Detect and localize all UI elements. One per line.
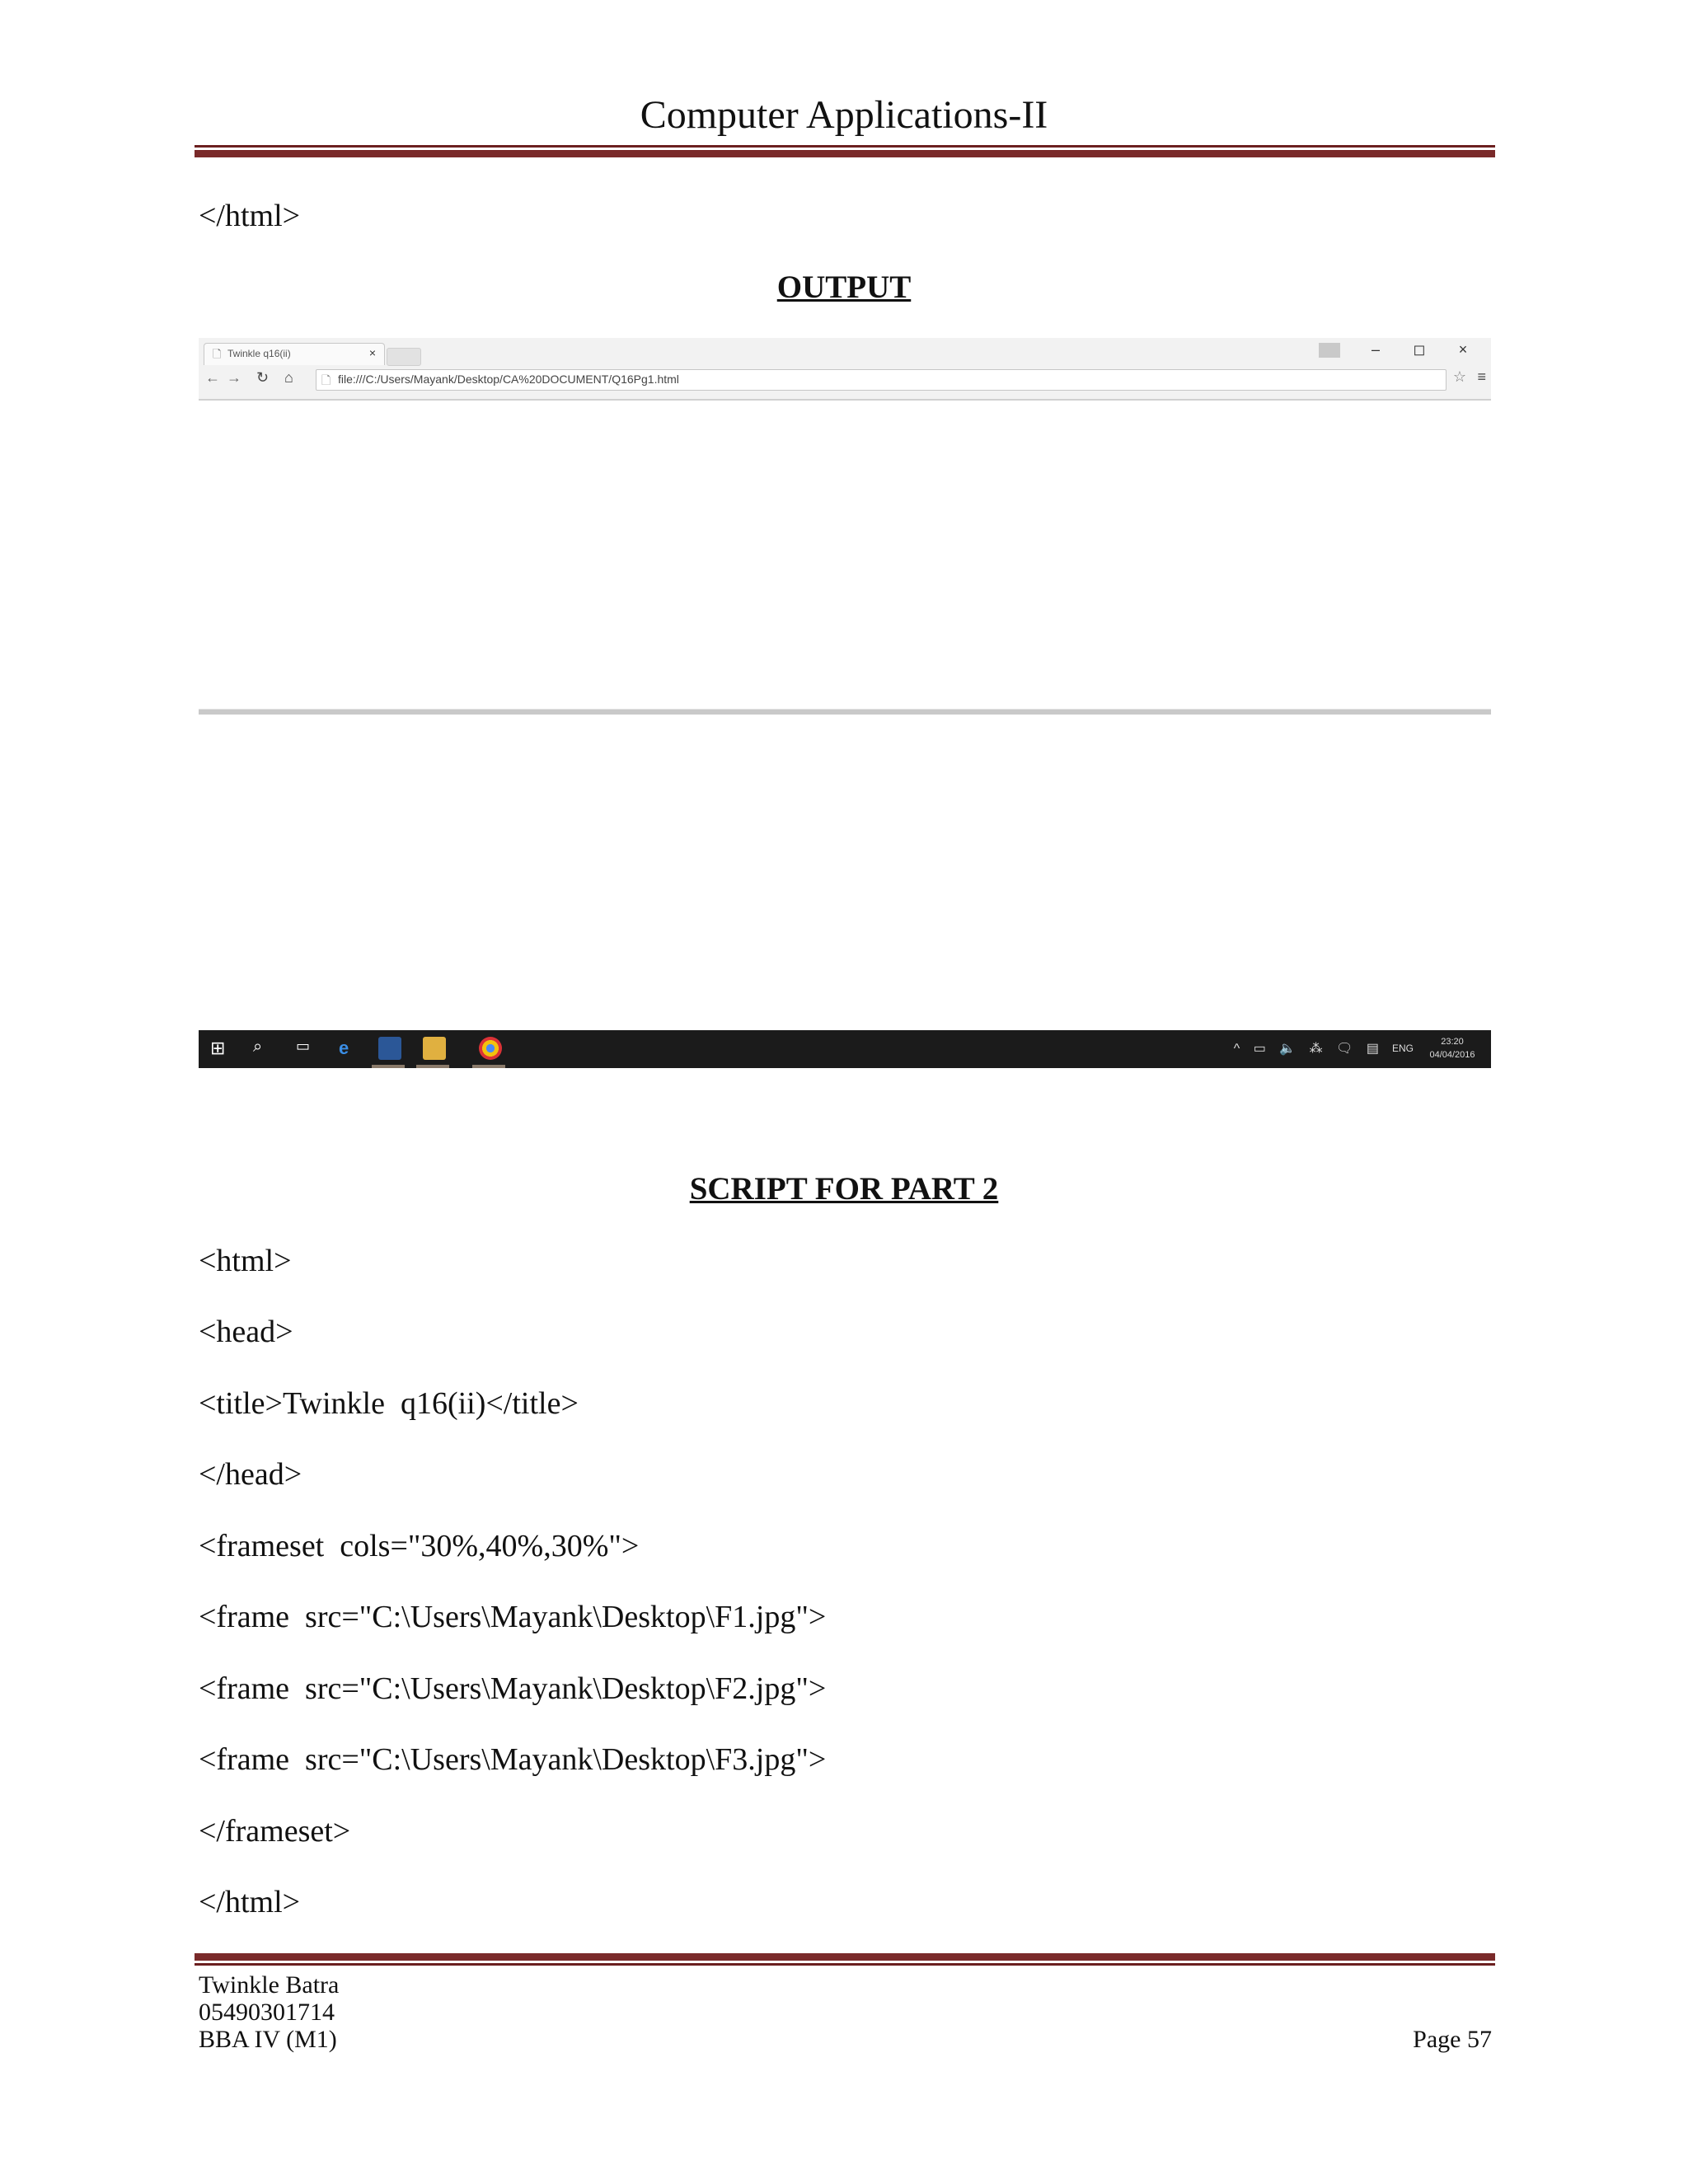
new-tab-button[interactable] bbox=[387, 348, 421, 366]
clock[interactable] bbox=[1423, 1035, 1481, 1062]
tab-close-icon[interactable]: × bbox=[368, 346, 376, 359]
edge-icon[interactable]: e bbox=[339, 1038, 349, 1058]
output-heading: OUTPUT bbox=[776, 269, 912, 305]
chrome-icon[interactable] bbox=[479, 1037, 502, 1060]
home-icon[interactable]: ⌂ bbox=[284, 369, 293, 386]
code-line: <frame src="C:\Users\Mayank\Desktop\F1.jpg"> bbox=[199, 1600, 827, 1634]
close-button[interactable]: × bbox=[1458, 341, 1468, 358]
author-roll-number: 05490301714 bbox=[199, 1999, 335, 2026]
code-line: <html> bbox=[199, 1244, 292, 1278]
code-line: <title>Twinkle q16(ii)</title> bbox=[199, 1386, 579, 1421]
active-indicator bbox=[416, 1065, 449, 1068]
code-line: </html> bbox=[199, 199, 301, 233]
header-rule bbox=[195, 145, 1495, 157]
task-view-icon[interactable]: ▭ bbox=[296, 1038, 311, 1054]
author-name: Twinkle Batra bbox=[199, 1971, 340, 1999]
bookmark-star-icon[interactable]: ☆ bbox=[1452, 368, 1466, 385]
active-indicator bbox=[472, 1065, 505, 1068]
navigation-row bbox=[199, 366, 1491, 392]
forward-icon[interactable]: → bbox=[227, 369, 241, 386]
back-icon[interactable]: ← bbox=[205, 369, 220, 386]
clock-time: 23:20 bbox=[1441, 1037, 1464, 1047]
page-icon: 🗋 bbox=[213, 348, 222, 360]
footer-rule bbox=[195, 1953, 1495, 1966]
script-heading: SCRIPT FOR PART 2 bbox=[689, 1171, 999, 1207]
minimize-button[interactable]: – bbox=[1371, 341, 1380, 358]
code-line: <frameset cols="30%,40%,30%"> bbox=[199, 1529, 640, 1563]
language-indicator[interactable]: ENG bbox=[1391, 1043, 1414, 1054]
restore-button[interactable]: ◻ bbox=[1413, 341, 1426, 358]
code-line: <frame src="C:\Users\Mayank\Desktop\F3.jpg"> bbox=[199, 1742, 827, 1777]
browser-chrome bbox=[199, 338, 1491, 401]
clock-date: 04/04/2016 bbox=[1429, 1050, 1475, 1060]
code-line: </head> bbox=[199, 1457, 302, 1492]
page-number: Page 57 bbox=[1413, 2026, 1492, 2053]
reload-icon[interactable]: ↻ bbox=[256, 369, 270, 386]
active-indicator bbox=[372, 1065, 405, 1068]
window-controls bbox=[1319, 341, 1483, 361]
code-line: <head> bbox=[199, 1315, 293, 1349]
tray-icons[interactable]: ^ ▭ 🔈 ⁂ 🗨 ▤ bbox=[1233, 1042, 1384, 1056]
page-header-title: Computer Applications-II bbox=[640, 93, 1048, 137]
code-line: </frameset> bbox=[199, 1814, 351, 1849]
tab-title: Twinkle q16(ii) bbox=[227, 348, 291, 359]
profile-icon[interactable] bbox=[1319, 343, 1340, 358]
frame-divider[interactable] bbox=[199, 709, 1491, 715]
page-info-icon: 🗋 bbox=[321, 373, 331, 387]
author-class: BBA IV (M1) bbox=[199, 2026, 337, 2053]
windows-taskbar bbox=[199, 1030, 1491, 1068]
file-explorer-icon[interactable] bbox=[423, 1037, 446, 1060]
search-icon[interactable]: ⌕ bbox=[253, 1038, 263, 1056]
code-line: <frame src="C:\Users\Mayank\Desktop\F2.jpg"> bbox=[199, 1671, 827, 1706]
address-bar[interactable] bbox=[316, 369, 1447, 391]
browser-menu-icon[interactable]: ≡ bbox=[1477, 368, 1486, 385]
browser-screenshot bbox=[199, 338, 1491, 1068]
windows-start-icon[interactable]: ⊞ bbox=[210, 1038, 226, 1058]
footer-author-block bbox=[199, 1971, 339, 2053]
address-url: file:///C:/Users/Mayank/Desktop/CA%20DOCUMENT/Q16Pg1.html bbox=[338, 373, 679, 386]
code-line: </html> bbox=[199, 1885, 301, 1919]
browser-tab[interactable] bbox=[204, 343, 385, 365]
word-icon[interactable] bbox=[378, 1037, 401, 1060]
